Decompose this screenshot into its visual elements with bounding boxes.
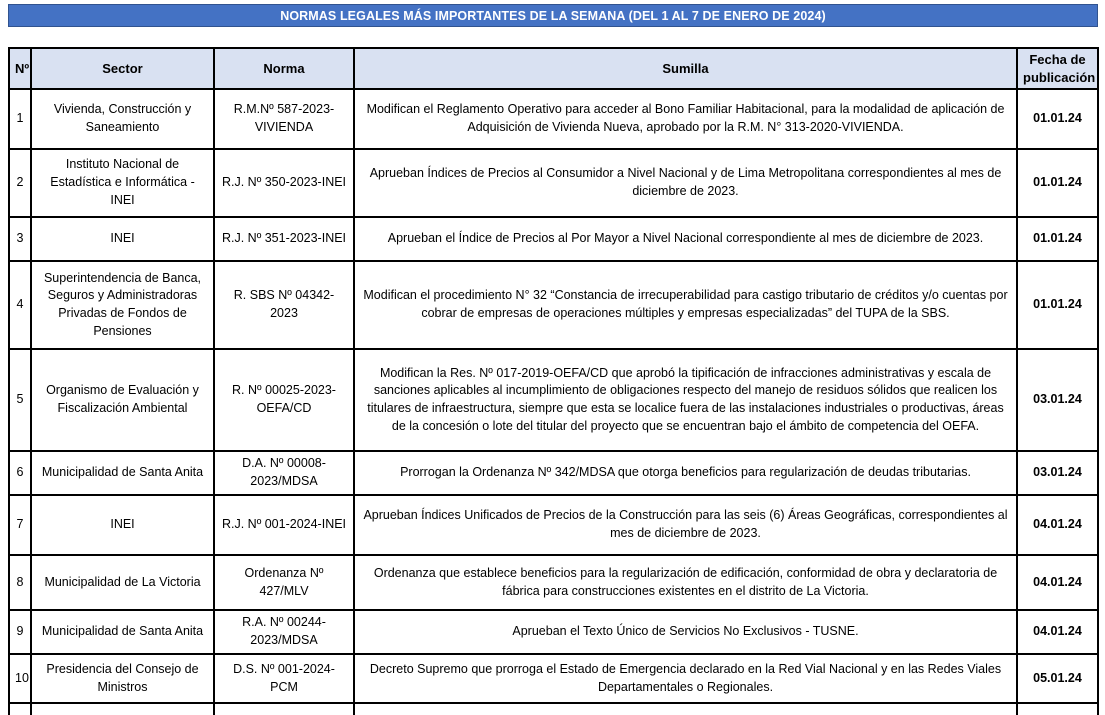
cell-sector: Superintendencia de Banca, Seguros y Administradoras Privadas de Fondos de Pensiones bbox=[31, 261, 214, 349]
cell-norma: R.M.Nº 587-2023-VIVIENDA bbox=[214, 89, 354, 149]
table-row bbox=[9, 349, 1098, 451]
cell-sumilla: Prorrogan la Ordenanza Nº 342/MDSA que otorga beneficios para regularización de deudas tributarias. bbox=[354, 451, 1017, 495]
table-row bbox=[9, 555, 1098, 610]
cell-sumilla: Aprueban el Texto Único de Servicios No Exclusivos - TUSNE. bbox=[354, 610, 1017, 654]
cell-sector: Municipalidad de Santa Anita bbox=[31, 610, 214, 654]
cell-sector: INEI bbox=[31, 495, 214, 555]
cell-fecha-empty bbox=[1017, 703, 1098, 715]
column-header-sumilla: Sumilla bbox=[354, 48, 1017, 89]
cell-sumilla: Modifican la Res. Nº 017-2019-OEFA/CD que aprobó la tipificación de infracciones administrativas y escala de sanciones aplicables al incumplimiento de obligaciones respecto del manejo de residuos sólidos que realicen los titulares de infraestructura, siempre que esta se localice fuera de las instalaciones industriales o productivas, áreas de la concesión o lote del titular del proyecto que se encuentran bajo el ámbito de competencia del OEFA. bbox=[354, 349, 1017, 451]
table-row bbox=[9, 89, 1098, 149]
legal-norms-table bbox=[8, 47, 1099, 715]
title-bar bbox=[8, 4, 1098, 27]
cell-num: 8 bbox=[9, 555, 31, 610]
cell-fecha: 04.01.24 bbox=[1017, 495, 1098, 555]
cell-fecha: 03.01.24 bbox=[1017, 349, 1098, 451]
cell-sector-empty bbox=[31, 703, 214, 715]
cell-num: 10 bbox=[9, 654, 31, 703]
cell-sumilla: Modifican el Reglamento Operativo para acceder al Bono Familiar Habitacional, para la modalidad de aplicación de Adquisición de Vivienda Nueva, aprobado por la R.M. N° 313-2020-VIVIENDA. bbox=[354, 89, 1017, 149]
page-title: NORMAS LEGALES MÁS IMPORTANTES DE LA SEMANA (DEL 1 AL 7 DE ENERO DE 2024) bbox=[280, 8, 826, 23]
table-row bbox=[9, 261, 1098, 349]
table-row bbox=[9, 217, 1098, 261]
cell-sumilla: Aprueban el Índice de Precios al Por Mayor a Nivel Nacional correspondiente al mes de diciembre de 2023. bbox=[354, 217, 1017, 261]
cell-sector: Organismo de Evaluación y Fiscalización Ambiental bbox=[31, 349, 214, 451]
cell-fecha: 04.01.24 bbox=[1017, 610, 1098, 654]
cell-fecha: 01.01.24 bbox=[1017, 89, 1098, 149]
cell-norma: Ordenanza Nº 427/MLV bbox=[214, 555, 354, 610]
column-header-num: Nº bbox=[9, 48, 31, 89]
cell-sector: INEI bbox=[31, 217, 214, 261]
cell-norma: R. Nº 00025-2023-OEFA/CD bbox=[214, 349, 354, 451]
cell-fecha: 04.01.24 bbox=[1017, 555, 1098, 610]
table-row bbox=[9, 451, 1098, 495]
cell-norma-empty bbox=[214, 703, 354, 715]
cell-sector: Vivienda, Construcción y Saneamiento bbox=[31, 89, 214, 149]
cell-sumilla: Ordenanza que establece beneficios para la regularización de edificación, conformidad de obra y declaratoria de fábrica para construcciones existentes en el distrito de La Victoria. bbox=[354, 555, 1017, 610]
cell-sumilla-empty bbox=[354, 703, 1017, 715]
cell-sumilla: Aprueban Índices Unificados de Precios de la Construcción para las seis (6) Áreas Geográficas, correspondientes al mes de diciembre de 2023. bbox=[354, 495, 1017, 555]
cell-norma: D.A. Nº 00008-2023/MDSA bbox=[214, 451, 354, 495]
cell-num: 1 bbox=[9, 89, 31, 149]
cell-fecha: 01.01.24 bbox=[1017, 217, 1098, 261]
cell-num-empty bbox=[9, 703, 31, 715]
table-row bbox=[9, 149, 1098, 217]
cell-fecha: 01.01.24 bbox=[1017, 261, 1098, 349]
cell-norma: R.A. Nº 00244-2023/MDSA bbox=[214, 610, 354, 654]
column-header-norma: Norma bbox=[214, 48, 354, 89]
column-header-fecha: Fecha de publicación bbox=[1017, 48, 1098, 89]
cell-sumilla: Decreto Supremo que prorroga el Estado de Emergencia declarado en la Red Vial Nacional y en las Redes Viales Departamentales o Regionales. bbox=[354, 654, 1017, 703]
cell-num: 7 bbox=[9, 495, 31, 555]
cell-num: 2 bbox=[9, 149, 31, 217]
cell-norma: R. SBS Nº 04342-2023 bbox=[214, 261, 354, 349]
cell-sumilla: Modifican el procedimiento N° 32 “Constancia de irrecuperabilidad para castigo tributario de créditos y/o cuentas por cobrar de empresas de operaciones múltiples y empresas especializadas” del TUPA de la SBS. bbox=[354, 261, 1017, 349]
cell-norma: R.J. Nº 350-2023-INEI bbox=[214, 149, 354, 217]
cell-num: 5 bbox=[9, 349, 31, 451]
cell-sector: Instituto Nacional de Estadística e Informática - INEI bbox=[31, 149, 214, 217]
table-row bbox=[9, 495, 1098, 555]
header-row bbox=[9, 48, 1098, 89]
cell-sector: Presidencia del Consejo de Ministros bbox=[31, 654, 214, 703]
cell-num: 4 bbox=[9, 261, 31, 349]
cell-fecha: 03.01.24 bbox=[1017, 451, 1098, 495]
cell-norma: D.S. Nº 001-2024-PCM bbox=[214, 654, 354, 703]
cell-fecha: 05.01.24 bbox=[1017, 654, 1098, 703]
cell-sumilla: Aprueban Índices de Precios al Consumidor a Nivel Nacional y de Lima Metropolitana correspondientes al mes de diciembre de 2023. bbox=[354, 149, 1017, 217]
cell-num: 9 bbox=[9, 610, 31, 654]
cell-sector: Municipalidad de Santa Anita bbox=[31, 451, 214, 495]
table-row bbox=[9, 610, 1098, 654]
column-header-sector: Sector bbox=[31, 48, 214, 89]
table-row-partial bbox=[9, 703, 1098, 715]
cell-fecha: 01.01.24 bbox=[1017, 149, 1098, 217]
cell-num: 6 bbox=[9, 451, 31, 495]
cell-num: 3 bbox=[9, 217, 31, 261]
cell-sector: Municipalidad de La Victoria bbox=[31, 555, 214, 610]
table-row bbox=[9, 654, 1098, 703]
cell-norma: R.J. Nº 351-2023-INEI bbox=[214, 217, 354, 261]
cell-norma: R.J. Nº 001-2024-INEI bbox=[214, 495, 354, 555]
